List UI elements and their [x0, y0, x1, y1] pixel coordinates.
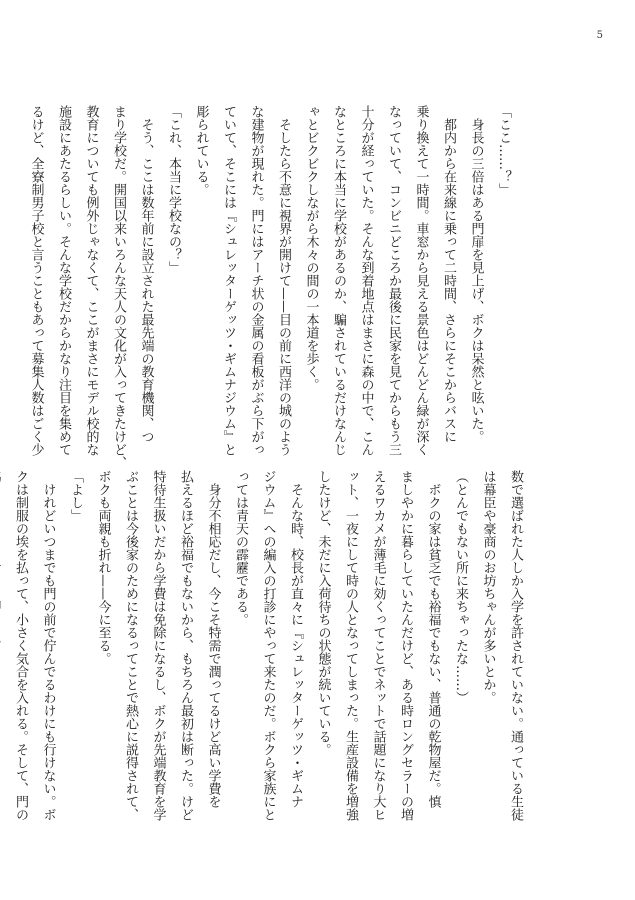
text-line: 「ここ……？」	[496, 105, 511, 196]
text-line: 彫られている。	[193, 105, 209, 196]
text-line: けれどいつまでも門の前で佇んでるわけにも行けない。ボ	[40, 470, 56, 821]
text-line: ましやかに暮らしていたんだけど、ある時ロングセラーの増	[398, 470, 413, 821]
text-line: ゃとビクビクしながら木々の間の一本道を歩く。	[303, 105, 319, 391]
text-line: 教育についても例外じゃなくて、ここがまさにモデル校的な	[83, 105, 99, 456]
text-line: クは制服の埃を払って、小さく気合を入れる。そして、門の	[13, 470, 28, 821]
text-line: なっていて、コンビニどころか最後に民家を見てからもう三	[386, 105, 401, 456]
text-line: 身長の三倍はある門扉を見上げ、ボクは呆然と呟いた。	[468, 105, 484, 443]
text-line: な建物が現れた。門にはアーチ状の金属の看板がぶら下がっ	[248, 105, 264, 456]
text-line: 「これ、本当に学校なの？」	[166, 105, 181, 274]
text-line: っては青天の霹靂である。	[233, 470, 248, 626]
text-line: （とんでもない所に来ちゃったな……）	[453, 470, 468, 704]
text-line: そしたら不意に視界が開けて——目の前に西洋の城のよう	[276, 105, 291, 456]
text-line: 「よし」	[68, 470, 83, 522]
text-line: るけど、全寮制男子校と言うこともあって募集人数はごく少	[28, 105, 44, 456]
text-line: 払えるほど裕福でもないから、もちろん最初は断った。けど	[178, 470, 193, 821]
text-line	[0, 470, 7, 825]
text-line: ぶことは今後家のためになるってことで熱心に説得されて、	[123, 470, 138, 821]
page-number: 5	[596, 30, 603, 41]
text-block-lower	[0, 470, 529, 825]
text-line: そんな時、校長が直々に『シュレッターゲッツ・ギムナ	[288, 470, 303, 808]
text-line: 乗り換えて一時間。車窓から見える景色はどんどん緑が深く	[413, 105, 429, 456]
text-line: は幕臣や豪商のお坊ちゃんが多いとか。	[480, 470, 496, 704]
text-line: 身分不相応だし、今こそ特需で潤ってるけど高い学費を	[205, 470, 221, 808]
text-line: ボクの家は貧乏でも裕福でもない、普通の乾物屋だ。慎	[425, 470, 441, 808]
text-line: まり学校だ。開国以来いろんな天人の文化が入ってきたけど、	[111, 105, 126, 469]
text-line: えるワカメが薄毛に効くってことでネットで話題になり大ヒ	[370, 470, 386, 821]
text-line: 数で選ばれた人しか入学を許されていない。通っている生徒	[508, 470, 523, 821]
text-line: 十分が経っていた。そんな到着地点はまさに森の中で、こん	[358, 105, 374, 456]
text-line: ていて、そこには『シュレッターゲッツ・ギムナジウム』と	[221, 105, 236, 456]
text-line: そう、ここは数年前に設立された最先端の教育機関、つ	[138, 105, 154, 443]
text-line: したけど、未だに入荷待ちの状態が続いている。	[315, 470, 331, 756]
text-line: なところに本当に学校があるのか、騙されているだけなんじ	[331, 105, 346, 456]
text-line: 都内から在来線に乗って二時間、さらにそこからバスに	[441, 105, 456, 443]
text-line: ット、一夜にして時の人となってしまった。生産設備を増強	[343, 470, 358, 821]
text-line: ボクも両親も折れ——今に至る。	[95, 470, 111, 665]
text-line: 施設にあたるらしい。そんな学校だからかなり注目を集めて	[56, 105, 71, 456]
text-block-upper	[22, 105, 517, 469]
text-line: 特待生扱いだから学費は免除になるし、ボクが先端教育を学	[150, 470, 166, 821]
text-line: ジウム』への編入の打診にやって来たのだ。ボクら家族にと	[260, 470, 276, 821]
